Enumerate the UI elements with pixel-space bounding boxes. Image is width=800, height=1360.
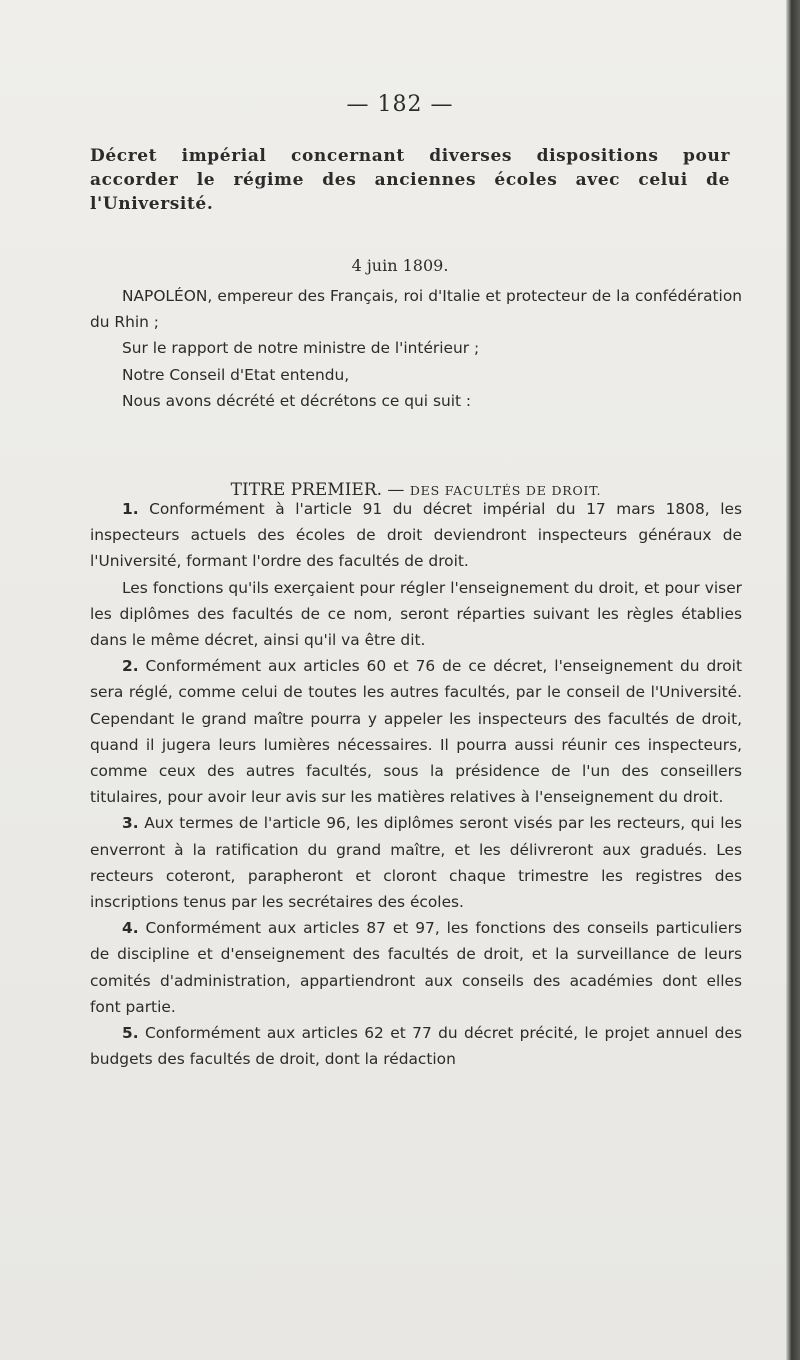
article-number: 3.	[122, 814, 139, 833]
article-1-continued	[90, 575, 742, 654]
preamble	[90, 283, 742, 414]
preamble-line: Nous avons décrété et décrétons ce qui suit :	[122, 391, 472, 410]
page-edge	[786, 0, 800, 1360]
article-2	[90, 653, 742, 810]
article-number: 1.	[122, 500, 139, 518]
section-title: TITRE PREMIER.	[230, 480, 383, 500]
article-text: Les fonctions qu'ils exerçaient pour régler l'enseignement du droit, et pour viser les diplômes des facultés de ce nom, seront réparties suivant les règles établies dans le même décret, ainsi qu'il va être dit.	[90, 578, 742, 650]
articles	[90, 496, 742, 1072]
decree-title: Décret impérial concernant diverses dispositions pour accorder le régime des anciennes écoles avec celui de l'Université.	[90, 146, 730, 214]
article-number: 2.	[122, 657, 139, 676]
article-text: Conformément aux articles 62 et 77 du décret précité, le projet annuel des budgets des facultés de droit, dont la rédaction	[90, 1024, 742, 1069]
article-3	[90, 810, 742, 915]
article-4	[90, 915, 742, 1020]
article-1	[90, 496, 742, 575]
article-text: Conformément aux articles 60 et 76 de ce décret, l'enseignement du droit sera réglé, comme celui de toutes les autres facultés, par le conseil de l'Université. Cependant le grand maître pourra y appeler les inspecteurs des facultés de droit, quand il jugera leurs lumières nécessaires. Il pourra aussi réunir ces inspecteurs, comme ceux des autres facultés, sous la présidence de l'un des conseillers titulaires, pour avoir leur avis sur les matières relatives à l'enseignement du droit.	[90, 657, 742, 807]
article-5	[90, 1020, 742, 1072]
article-text: Conformément aux articles 87 et 97, les fonctions des conseils particuliers de discipline et d'enseignement des facultés de droit, et la surveillance de leurs comités d'administration, appartiendront aux conseils des académies dont elles font partie.	[90, 919, 742, 1016]
section-dash: —	[382, 480, 410, 500]
article-text: Conformément à l'article 91 du décret impérial du 17 mars 1808, les inspecteurs actuels des écoles de droit deviendront inspecteurs généraux de l'Université, formant l'ordre des facultés de droit.	[90, 500, 742, 571]
preamble-line: Sur le rapport de notre ministre de l'intérieur ;	[122, 339, 480, 358]
page-number: — 182 —	[346, 92, 454, 117]
decree-date: 4 juin 1809.	[351, 256, 449, 275]
preamble-line: NAPOLÉON, empereur des Français, roi d'Italie et protecteur de la confédération du Rhin ;	[90, 287, 742, 332]
article-text: Aux termes de l'article 96, les diplômes seront visés par les recteurs, qui les enverront à la ratification du grand maître, et les délivreront aux gradués. Les recteurs coteront, parapheront et cloront chaque trimestre les registres des inscriptions tenus par les secrétaires des écoles.	[90, 814, 742, 912]
section-subtitle: DES FACULTÉS DE DROIT.	[409, 483, 602, 498]
article-number: 5.	[122, 1024, 139, 1043]
preamble-line: Notre Conseil d'Etat entendu,	[122, 365, 350, 384]
article-number: 4.	[122, 919, 139, 938]
